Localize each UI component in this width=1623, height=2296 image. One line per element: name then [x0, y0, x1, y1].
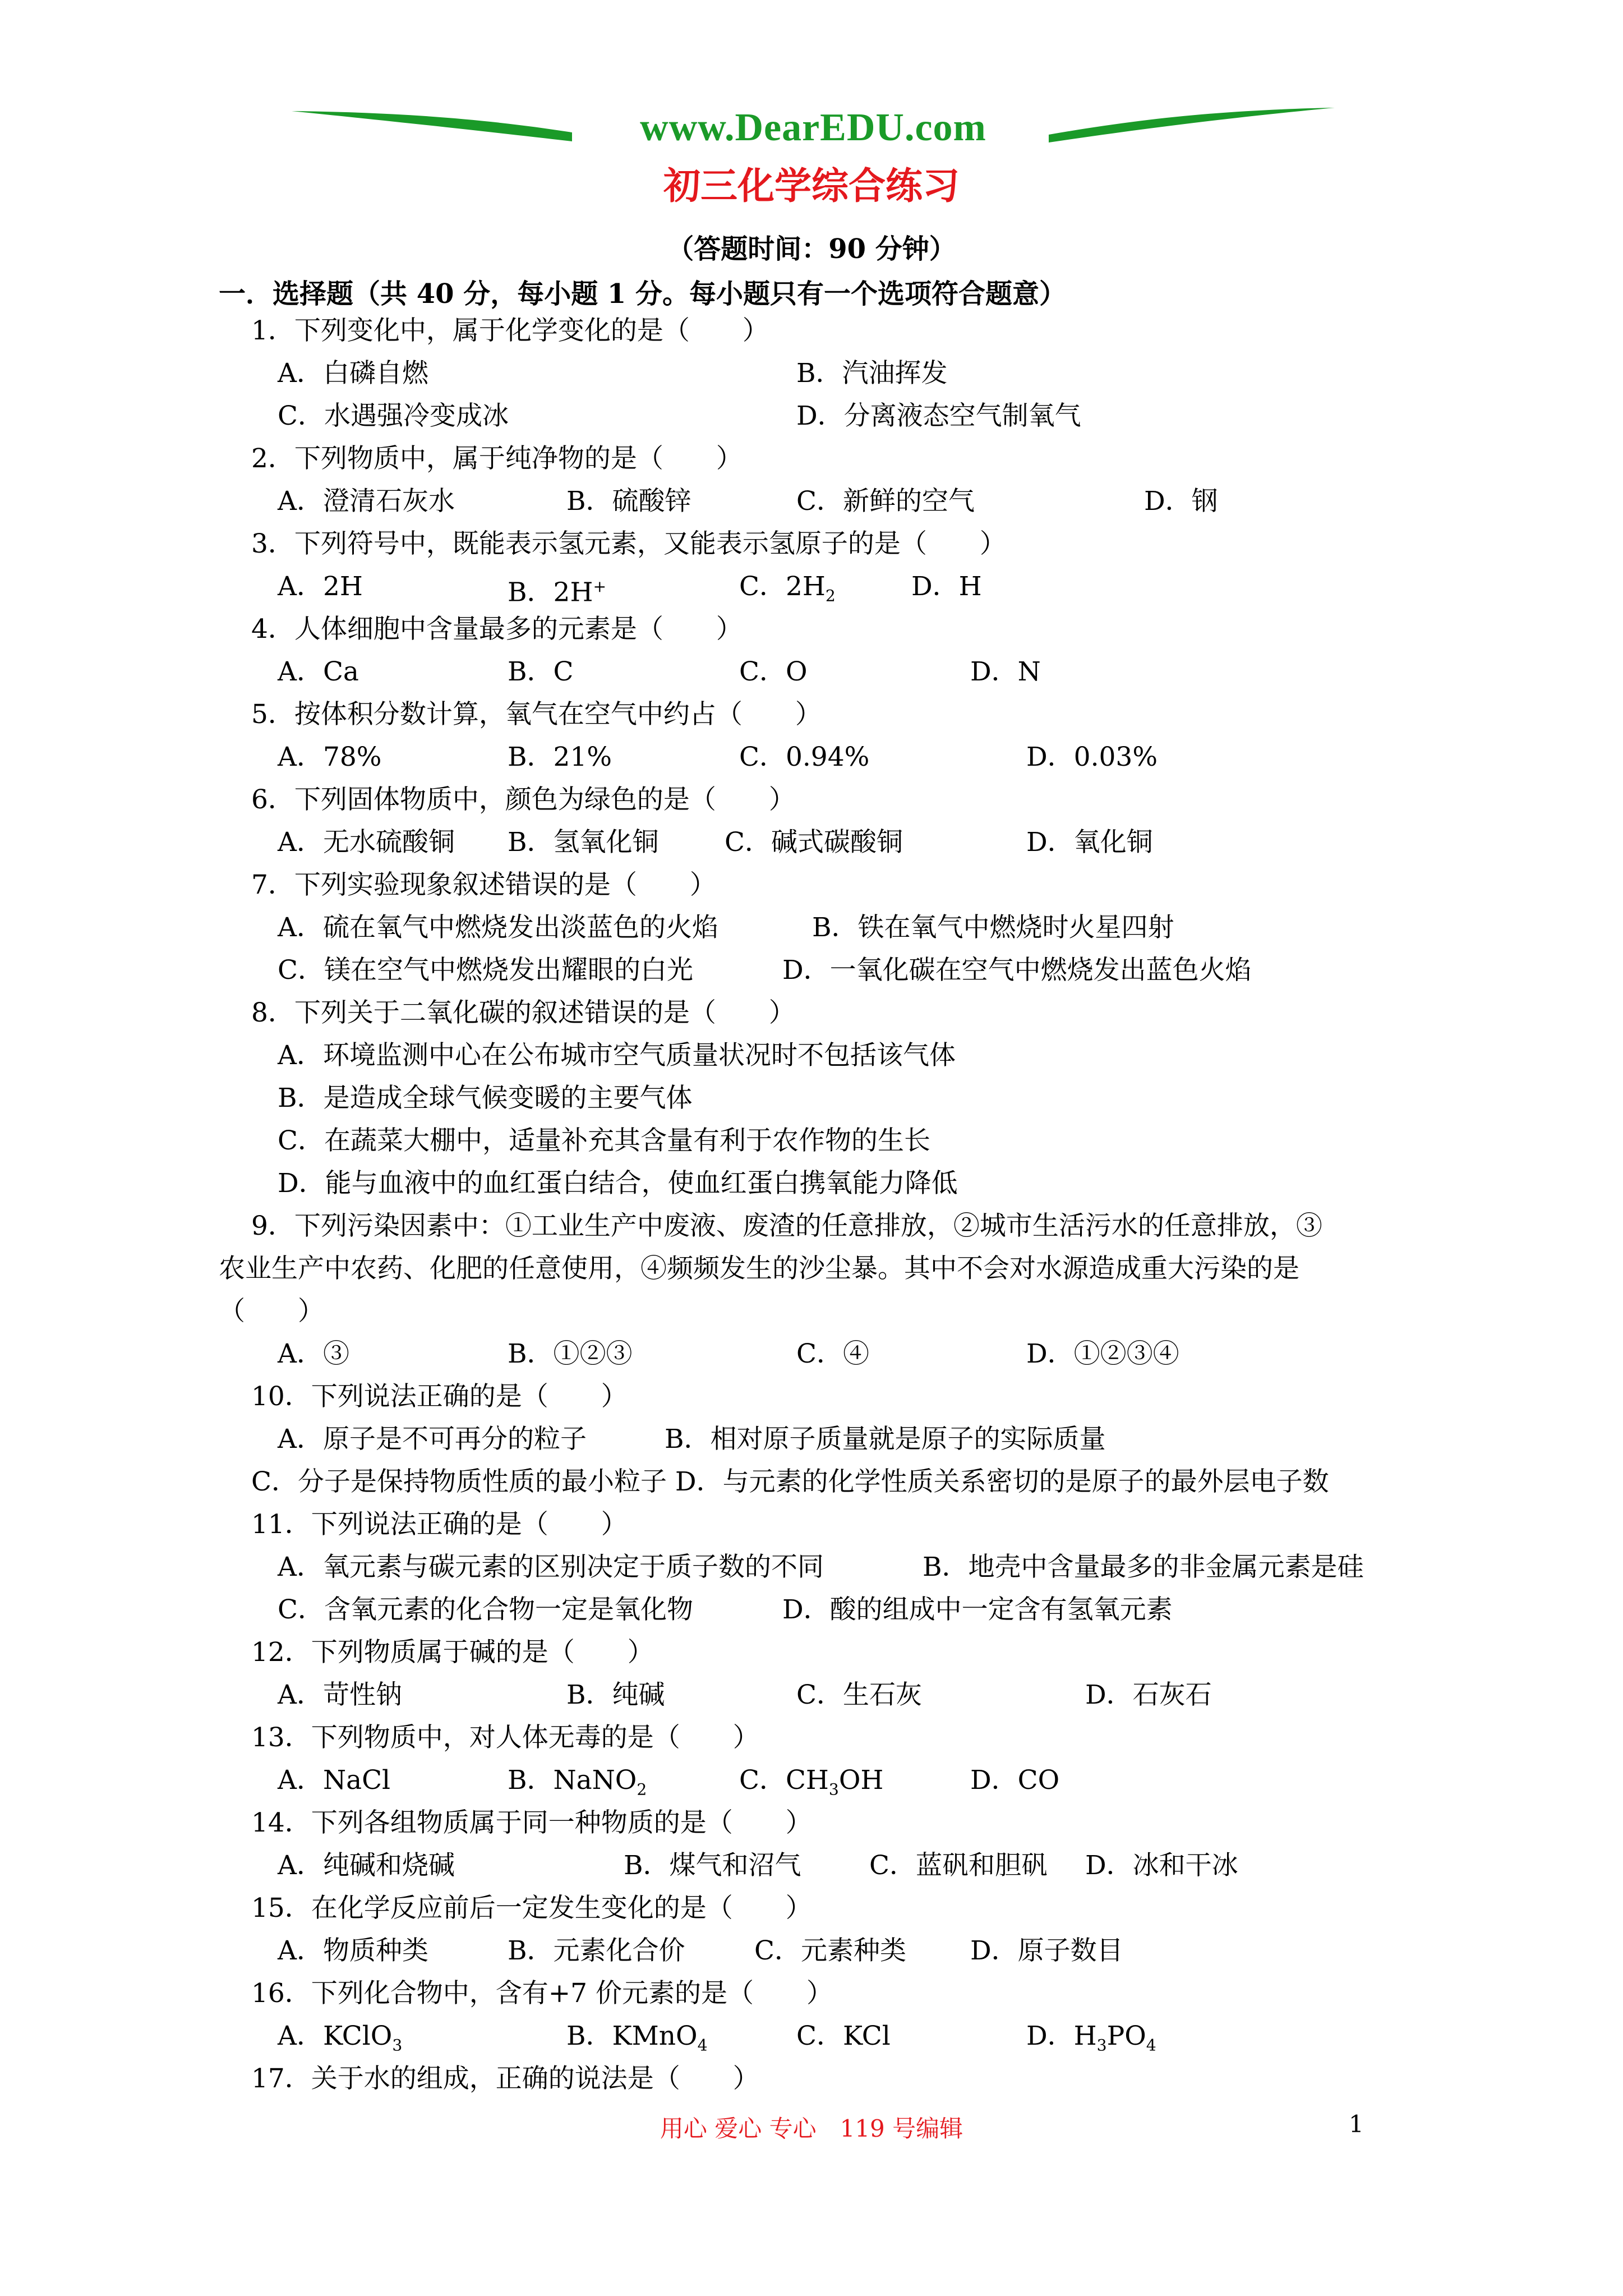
question-9-option-a: A．③	[278, 1338, 349, 1369]
question-13-option-a: A．NaCl	[278, 1765, 391, 1796]
question-12-option-a: A．苛性钠	[278, 1680, 402, 1710]
page-number: 1	[1349, 2110, 1364, 2138]
document-title: 初三化学综合练习	[663, 164, 960, 208]
question-6-stem: 6．下列固体物质中，颜色为绿色的是（ ）	[251, 784, 795, 815]
question-7-option-d: D．一氧化碳在空气中燃烧发出蓝色火焰	[782, 955, 1252, 986]
question-4-option-d: D．N	[970, 656, 1041, 687]
question-15-option-d: D．原子数目	[970, 1935, 1123, 1966]
question-1-stem: 1．下列变化中，属于化学变化的是（ ）	[251, 315, 769, 346]
question-7-option-b: B．铁在氧气中燃烧时火星四射	[812, 912, 1174, 943]
question-16-option-b	[566, 2019, 708, 2062]
question-1-option-b: B．汽油挥发	[796, 358, 948, 389]
question-6-option-a: A．无水硫酸铜	[278, 827, 455, 858]
question-14-option-c: C．蓝矾和胆矾	[869, 1850, 1048, 1881]
question-2-stem: 2．下列物质中，属于纯净物的是（ ）	[251, 443, 743, 474]
question-7-option-c: C．镁在空气中燃烧发出耀眼的白光	[278, 955, 693, 986]
question-3-option-a: A．2H	[278, 571, 363, 602]
question-3-option-b	[508, 570, 606, 610]
question-11-option-c: C．含氧元素的化合物一定是氧化物	[278, 1594, 693, 1625]
question-12-stem: 12．下列物质属于碱的是（ ）	[251, 1637, 654, 1668]
question-10-stem: 10．下列说法正确的是（ ）	[251, 1381, 628, 1412]
question-3-option-d: D．H	[911, 571, 982, 602]
question-4-stem: 4．人体细胞中含量最多的元素是（ ）	[251, 614, 743, 645]
question-16-option-a-subscript: 3	[392, 2036, 403, 2055]
question-12-option-d: D．石灰石	[1085, 1680, 1212, 1710]
question-6-option-d: D．氧化铜	[1026, 827, 1153, 858]
question-9-stem-line-3: （ ）	[219, 1296, 324, 1327]
question-4-option-a: A．Ca	[278, 656, 359, 687]
question-11-stem: 11．下列说法正确的是（ ）	[251, 1509, 628, 1540]
question-13-option-b-text: B．NaNO	[508, 1765, 637, 1796]
question-2-option-d: D．钢	[1144, 486, 1218, 517]
time-limit: （答题时间：90 分钟）	[667, 233, 956, 265]
header-banner	[292, 95, 1335, 163]
question-16-option-d-text-mid: PO	[1106, 2021, 1146, 2051]
question-7-option-a: A．硫在氧气中燃烧发出淡蓝色的火焰	[278, 912, 718, 943]
question-8-option-a: A．环境监测中心在公布城市空气质量状况时不包括该气体	[278, 1040, 956, 1071]
question-14-option-a: A．纯碱和烧碱	[278, 1850, 455, 1881]
question-3-option-b-text: B．2H	[508, 577, 593, 608]
question-3-option-c	[739, 570, 836, 613]
question-12-option-c: C．生石灰	[796, 1680, 922, 1710]
question-2-option-a: A．澄清石灰水	[278, 486, 455, 517]
section-heading: 一．选择题（共 40 分，每小题 1 分。每小题只有一个选项符合题意）	[219, 278, 1067, 310]
question-16-option-d-subscript-1: 3	[1096, 2036, 1107, 2055]
question-4-option-b: B．C	[508, 656, 574, 687]
question-8-option-c: C．在蔬菜大棚中，适量补充其含量有利于农作物的生长	[278, 1125, 930, 1156]
question-16-option-d-text: D．H	[1026, 2021, 1097, 2051]
question-8-option-d: D．能与血液中的血红蛋白结合，使血红蛋白携氧能力降低	[278, 1168, 958, 1199]
question-4-option-c: C．O	[739, 656, 808, 687]
question-1-option-d: D．分离液态空气制氧气	[796, 401, 1081, 431]
question-14-option-b: B．煤气和沼气	[624, 1850, 801, 1881]
question-15-option-b: B．元素化合价	[508, 1935, 685, 1966]
question-13-option-c-subscript: 3	[828, 1780, 839, 1799]
question-16-option-c: C．KCl	[796, 2021, 891, 2051]
question-5-option-d: D．0.03%	[1026, 742, 1158, 772]
question-16-stem: 16．下列化合物中，含有+7 价元素的是（ ）	[251, 1978, 833, 2009]
question-13-option-c-text: C．CH	[739, 1765, 829, 1796]
question-6-option-c: C．碱式碳酸铜	[725, 827, 903, 858]
question-12-option-b: B．纯碱	[566, 1680, 665, 1710]
footer-credit: 用心 爱心 专心 119 号编辑	[660, 2115, 963, 2142]
question-14-stem: 14．下列各组物质属于同一种物质的是（ ）	[251, 1807, 812, 1838]
question-10-option-b: B．相对原子质量就是原子的实际质量	[665, 1424, 1106, 1455]
question-2-option-b: B．硫酸锌	[566, 486, 691, 517]
question-1-option-c: C．水遇强冷变成冰	[278, 401, 509, 431]
question-9-stem-line-2: 农业生产中农药、化肥的任意使用，④频频发生的沙尘暴。其中不会对水源造成重大污染的是	[219, 1253, 1299, 1284]
question-3-option-c-subscript: 2	[825, 586, 836, 605]
question-16-option-a	[278, 2019, 402, 2062]
question-15-stem: 15．在化学反应前后一定发生变化的是（ ）	[251, 1893, 812, 1924]
question-5-stem: 5．按体积分数计算，氧气在空气中约占（ ）	[251, 699, 822, 730]
question-15-option-a: A．物质种类	[278, 1935, 428, 1966]
question-1-option-a: A．白磷自燃	[278, 358, 428, 389]
question-8-stem: 8．下列关于二氧化碳的叙述错误的是（ ）	[251, 997, 795, 1028]
question-8-option-b: B．是造成全球气候变暖的主要气体	[278, 1083, 693, 1114]
question-13-option-c-text-end: OH	[838, 1765, 884, 1796]
question-9-option-d: D．①②③④	[1026, 1338, 1179, 1369]
question-6-option-b: B．氢氧化铜	[508, 827, 659, 858]
question-5-option-b: B．21%	[508, 742, 612, 772]
question-2-option-c: C．新鲜的空气	[796, 486, 975, 517]
question-13-option-b-subscript: 2	[637, 1780, 647, 1799]
question-11-option-d: D．酸的组成中一定含有氢氧元素	[782, 1594, 1173, 1625]
question-9-stem-line-1: 9．下列污染因素中：①工业生产中废液、废渣的任意排放，②城市生活污水的任意排放，③	[251, 1211, 1322, 1241]
question-9-option-b: B．①②③	[508, 1338, 633, 1369]
question-16-option-d-subscript-2: 4	[1146, 2036, 1156, 2055]
question-13-option-d: D．CO	[970, 1765, 1060, 1796]
question-16-option-b-text: B．KMnO	[566, 2021, 698, 2051]
question-16-option-d	[1026, 2019, 1156, 2062]
question-11-option-b: B．地壳中含量最多的非金属元素是硅	[923, 1552, 1364, 1582]
question-7-stem: 7．下列实验现象叙述错误的是（ ）	[251, 869, 716, 900]
question-15-option-c: C．元素种类	[754, 1935, 906, 1966]
question-3-stem: 3．下列符号中，既能表示氢元素，又能表示氢原子的是（ ）	[251, 528, 1006, 559]
question-5-option-c: C．0.94%	[739, 742, 870, 772]
question-13-option-c	[739, 1764, 883, 1806]
question-16-option-b-subscript: 4	[697, 2036, 708, 2055]
question-13-option-b	[508, 1764, 647, 1806]
question-3-option-c-text: C．2H	[739, 571, 826, 602]
question-14-option-d: D．冰和干冰	[1085, 1850, 1238, 1881]
question-9-option-c: C．④	[796, 1338, 869, 1369]
question-10-option-a: A．原子是不可再分的粒子	[278, 1424, 587, 1455]
question-17-stem: 17．关于水的组成，正确的说法是（ ）	[251, 2063, 759, 2094]
question-3-option-b-superscript: +	[593, 577, 607, 596]
question-11-option-a: A．氧元素与碳元素的区别决定于质子数的不同	[278, 1552, 824, 1582]
question-10-options-c-d: C．分子是保持物质性质的最小粒子 D．与元素的化学性质关系密切的是原子的最外层电子数	[251, 1466, 1329, 1497]
question-13-stem: 13．下列物质中，对人体无毒的是（ ）	[251, 1722, 759, 1753]
brand-logo-text[interactable]: www.DearEDU.com	[640, 106, 986, 149]
question-16-option-a-text: A．KClO	[278, 2021, 393, 2051]
question-5-option-a: A．78%	[278, 742, 382, 772]
